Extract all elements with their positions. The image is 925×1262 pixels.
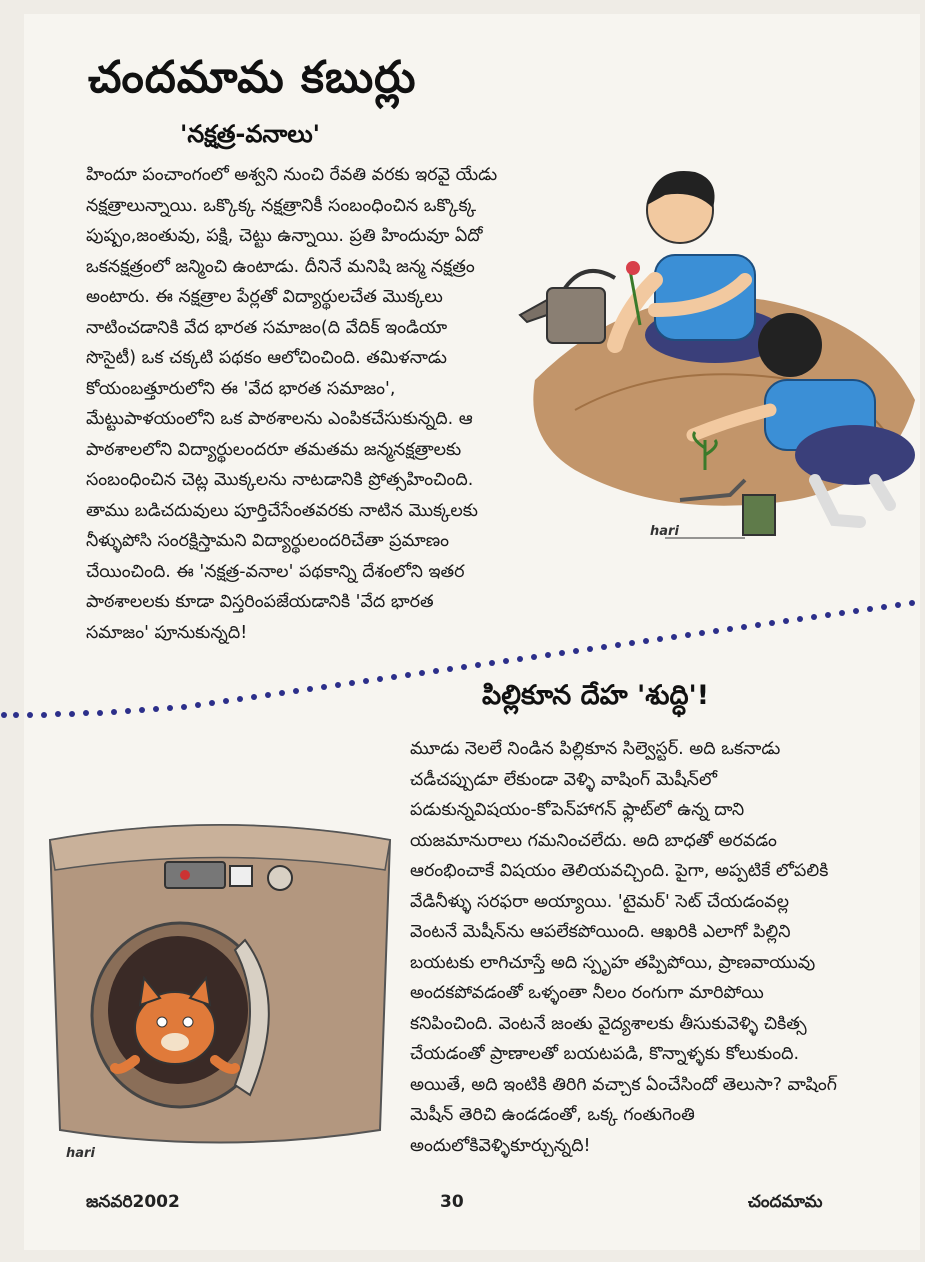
footer-magazine-name: చందమామ [748,1192,823,1212]
illustration-credit: hari [650,524,679,539]
footer-issue-date: జనవరి2002 [86,1192,180,1212]
footer-page-number: 30 [440,1192,464,1212]
children-planting-illustration [515,150,925,550]
article2-body: మూడు నెలలే నిండిన పిల్లికూన సిల్వెస్టర్. అది ఒకనాడు చడీచప్పుడూ లేకుండా వెళ్ళి వాషింగ్ మెషీన్‌లో పడుకున్నవిషయం-కోపెన్‌హాగన్ ఫ్లాట్‌లో ఉన్న దాని యజమానురాలు గమనించలేదు. అది బాధతో అరవడం ఆరంభించాకే విషయం తెలియవచ్చింది. పైగా, అప్పటికే లోపలికి వేడినీళ్ళు సరఫరా అయ్యాయి. 'టైమర్' సెట్ చేయడంవల్ల వెంటనే మెషీన్‌ను ఆపలేకపోయింది. ఆఖరికి ఎలాగో పిల్లిని బయటకు లాగిచూస్తే అది స్పృహ తప్పిపోయి, ప్రాణవాయువు అందకపోవడంతో ఒళ్ళంతా నీలం రంగుగా మారిపోయి కనిపించింది. వెంటనే జంతు వైద్యశాలకు తీసుకువెళ్ళి చికిత్స చేయడంతో ప్రాణాలతో బయటపడి, కొన్నాళ్ళకు కోలుకుంది. అయితే, అది ఇంటికి తిరిగి వచ్చాక ఏంచేసిందో తెలుసా? వాషింగ్ మెషీన్ తెరిచి ఉండడంతో, ఒక్క గంతుగెంతి అందులోకివెళ్ళికూర్చున్నది! [410,739,837,1156]
article1-body: హిందూ పంచాంగంలో అశ్వని నుంచి రేవతి వరకు ఇరవై యేడు నక్షత్రాలున్నాయి. ఒక్కొక్క నక్షత్రానికీ సంబంధించిన ఒక్కొక్క పుష్పం,జంతువు, పక్షి, చెట్టు ఉన్నాయి. ప్రతి హిందువూ ఏదో ఒకనక్షత్రంలో జన్మించి ఉంటాడు. దీనినే మనిషి జన్మ నక్షత్రం అంటారు. ఈ నక్షత్రాల పేర్లతో విద్యార్థులచేత మొక్కలు నాటించడానికి వేద భారత సమాజం(ది వేదిక్ ఇండియా సొసైటీ) ఒక చక్కటి పథకం ఆలోచించింది. తమిళనాడు కోయంబత్తూరులోని ఈ 'వేద భారత సమాజం', మేట్టుపాళయంలోని ఒక పాఠశాలను ఎంపికచేసుకున్నది. ఆ పాఠశాలలోని విద్యార్థులందరూ తమతమ జన్మనక్షత్రాలకు సంబంధించిన చెట్ల మొక్కలను నాటడానికి ప్రోత్సహించింది. తాము బడిచదువులు పూర్తిచేసేంతవరకు నాటిన మొక్కలకు నీళ్ళుపోసి సంరక్షిస్తామని విద్యార్థులందరిచేతా ప్రమాణం చేయించింది. ఈ 'నక్షత్ర-వనాల' పథకాన్ని దేశంలోని ఇతర పాఠశాలలకు కూడా విస్తరింపజేయడానికి 'వేద భారత సమాజం' పూనుకున్నది! [86,165,498,643]
article2-heading: పిల్లికూన దేహ 'శుద్ధి'! [482,680,710,711]
page-title: చందమామ కబుర్లు [88,52,417,103]
washing-machine-kitten-illustration [40,810,400,1155]
article1-heading: 'నక్షత్ర-వనాలు' [180,120,321,148]
dotted-divider [0,595,925,725]
illustration-credit: hari [66,1146,95,1161]
